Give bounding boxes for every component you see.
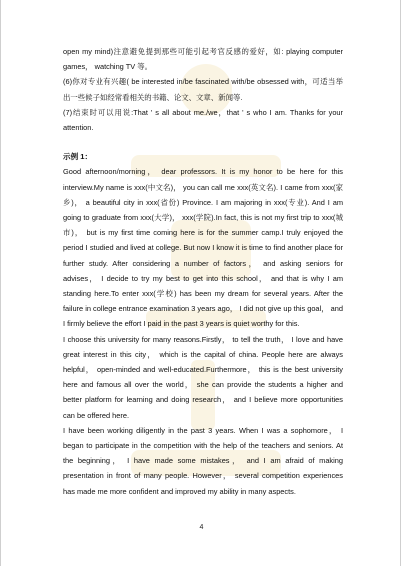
- intro-paragraph: open my mind)注意避免提到那些可能引起考官反感的爱好，如: playing computer games， watching TV 等。: [63, 47, 343, 72]
- page-number: 4: [199, 524, 204, 531]
- section-heading: 示例 1：: [63, 152, 93, 162]
- page-content: [63, 44, 343, 499]
- body-paragraph: Good afternoon/morning， dear professors. It is my honor to be here for this interview.My name is xxx(中文名)， you can call me xxx(英文名). I came from xxx(家乡)， a beautiful city in xxx(省份) Province. I am majoring in xxx(专业). And I am going to graduate from xxx(大学)， xxx(学院).In fact, this is not my first trip to xxx(城市)， but is my first time coming here is for the summer camp.I truly enjoyed the period I studied and lived at college. But now I know it is time to find another place for further study. After considering a number of factors， and asking seniors for advises， I decide to try my best to get into this school， and that is why I am standing here.To enter xxx(学校) has been my dream for several years. After the failure in college entrance examination 3 years ago， I did not give up this goal， and I firmly believe the effort I paid in the past 3 years is quiet worthy for this.: [63, 167, 343, 329]
- intro-paragraph: (6)你对专业有兴趣( be interested in/be fascinated with/be obsessed with，可适当举出一些候子如经常看相关的书籍、论文、文章、新闻等.: [63, 77, 343, 102]
- body-paragraph: I choose this university for many reasons.Firstly， to tell the truth， I love and have great interest in this city， which is the capital of china. People here are always helpful， open-minded and well-educated.Furthermore， this is the best university here and famous all over the world， she can provide the students a higher and better platform for learning and doing research， and I believe more opportunities can be offered here.: [63, 334, 343, 420]
- body-paragraph: I have been working diligently in the past 3 years. When I was a sophomore， I began to participate in the competition with the help of the teachers and seniors. At the beginning， I have made some mistakes， and I am afraid of making presentation in front of many people. However， several competition experiences has made me more confident and improved my ability in many aspects.: [63, 425, 343, 496]
- intro-paragraph: (7)结束时可以用说:That ' s all about me./we，that ' s who I am. Thanks for your attention.: [63, 107, 343, 133]
